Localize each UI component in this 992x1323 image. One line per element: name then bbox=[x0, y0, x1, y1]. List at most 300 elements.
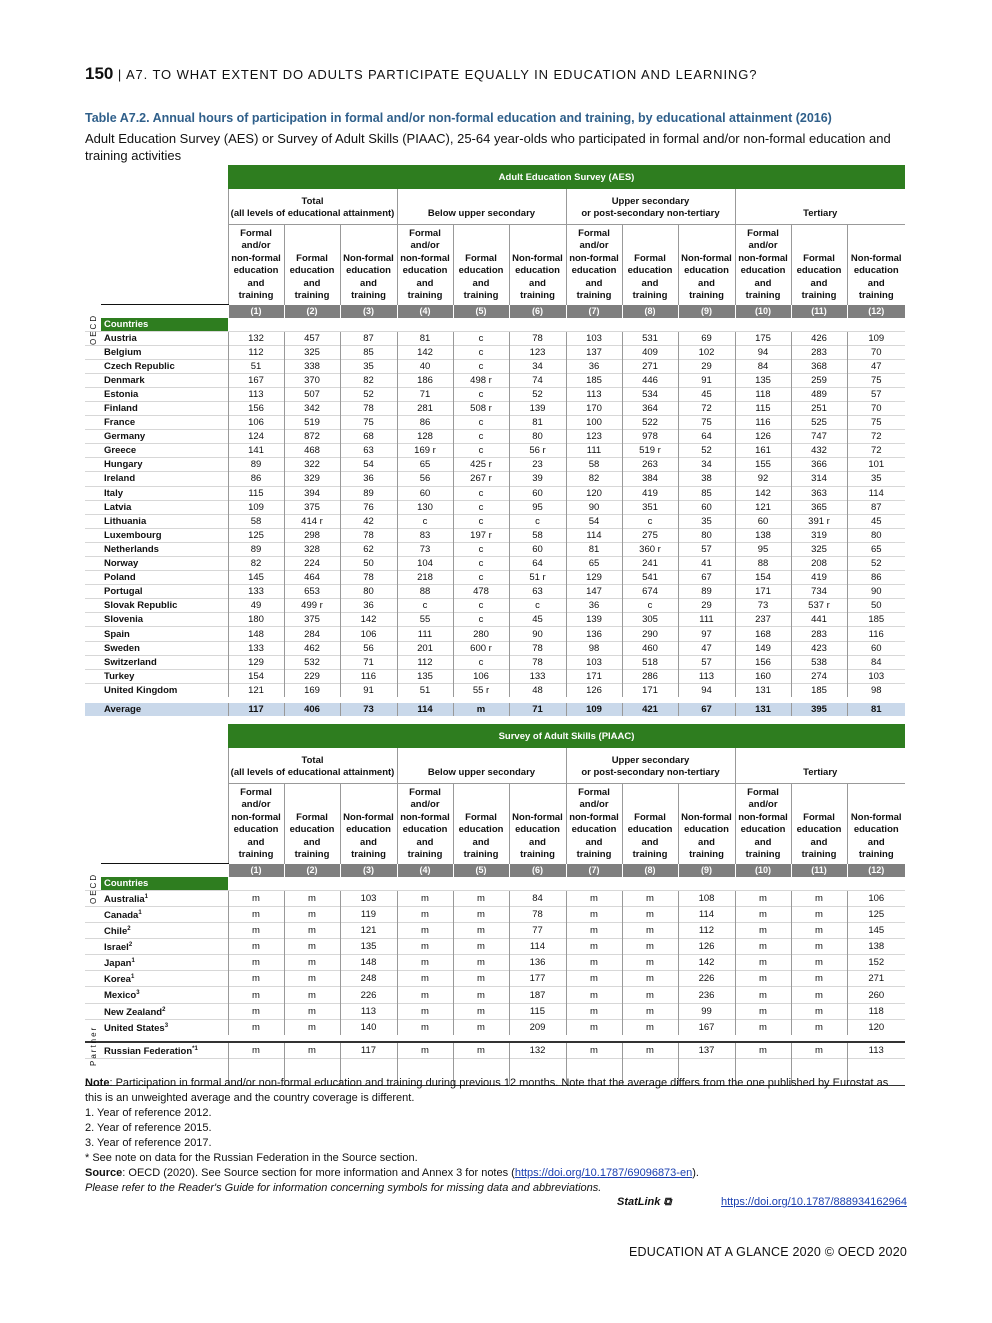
data-cell: 83 bbox=[397, 528, 453, 542]
country-name-text: Italy bbox=[104, 487, 124, 499]
data-cell: 148 bbox=[340, 955, 397, 971]
data-cell: 75 bbox=[847, 416, 905, 430]
group-line2: or post-secondary non-tertiary bbox=[581, 208, 720, 219]
data-cell: c bbox=[397, 599, 453, 613]
blank-cell bbox=[85, 458, 101, 472]
column-header-line: training bbox=[576, 849, 612, 861]
data-cell: 370 bbox=[284, 373, 340, 387]
country-name bbox=[101, 359, 228, 373]
subheader-row bbox=[85, 784, 905, 864]
data-cell: m bbox=[791, 987, 847, 1003]
column-header-line: and/or bbox=[579, 240, 609, 252]
blank-cell bbox=[101, 784, 228, 864]
column-header-line: Formal bbox=[465, 811, 497, 823]
table-row bbox=[85, 1003, 905, 1019]
footnote-marker: 3 bbox=[136, 990, 140, 997]
column-header-line: training bbox=[632, 290, 668, 302]
country-name bbox=[101, 599, 228, 613]
column-header-line: and bbox=[754, 836, 772, 848]
country-name-text: Korea bbox=[104, 974, 131, 986]
column-header-line: education bbox=[289, 824, 335, 836]
footnote-marker: 1 bbox=[144, 893, 148, 900]
data-cell: 50 bbox=[340, 557, 397, 571]
data-cell: c bbox=[453, 571, 509, 585]
data-cell: 137 bbox=[678, 1042, 735, 1059]
data-cell: c bbox=[509, 599, 566, 613]
data-cell: 84 bbox=[847, 655, 905, 669]
country-name bbox=[101, 486, 228, 500]
data-cell: 60 bbox=[509, 542, 566, 556]
column-header bbox=[228, 784, 284, 864]
data-cell: 283 bbox=[791, 627, 847, 641]
table-row bbox=[85, 890, 905, 906]
statlink-label: StatLink ⧉ bbox=[617, 1196, 672, 1208]
group-header bbox=[397, 189, 566, 225]
blank-cell bbox=[101, 165, 228, 189]
data-cell: 121 bbox=[228, 683, 284, 697]
page-number: 150 bbox=[85, 64, 114, 83]
column-header-line: training bbox=[294, 290, 330, 302]
group-header bbox=[566, 189, 735, 225]
table-row bbox=[85, 655, 905, 669]
column-header-line: Formal bbox=[803, 811, 835, 823]
table-row bbox=[85, 987, 905, 1003]
column-header-line: education bbox=[515, 265, 560, 277]
data-cell: 36 bbox=[340, 472, 397, 486]
data-cell: 421 bbox=[622, 702, 678, 716]
data-cell: 75 bbox=[340, 416, 397, 430]
country-name bbox=[101, 585, 228, 599]
column-header-line: Formal bbox=[747, 228, 779, 240]
data-cell: 112 bbox=[397, 655, 453, 669]
data-cell: 224 bbox=[284, 557, 340, 571]
country-name bbox=[101, 430, 228, 444]
country-name-text: Germany bbox=[104, 431, 146, 443]
data-cell: c bbox=[453, 655, 509, 669]
data-cell: m bbox=[284, 1019, 340, 1035]
data-cell: m bbox=[791, 1003, 847, 1019]
data-cell: 35 bbox=[340, 359, 397, 373]
data-cell: 92 bbox=[735, 472, 791, 486]
column-number: (5) bbox=[453, 305, 509, 318]
data-cell: 35 bbox=[847, 472, 905, 486]
data-cell: 78 bbox=[509, 906, 566, 922]
footnote-marker: 3 bbox=[164, 1022, 169, 1029]
data-cell: 38 bbox=[678, 472, 735, 486]
blank-cell bbox=[85, 472, 101, 486]
table-row bbox=[85, 627, 905, 641]
data-cell: 322 bbox=[284, 458, 340, 472]
column-header-line: Non-formal bbox=[343, 252, 394, 264]
column-header bbox=[566, 225, 622, 305]
data-cell: 197 r bbox=[453, 528, 509, 542]
data-cell: 441 bbox=[791, 613, 847, 627]
footnote-marker: 2 bbox=[127, 925, 131, 932]
data-cell: 457 bbox=[284, 331, 340, 345]
column-header-line: Formal bbox=[578, 228, 610, 240]
blank-cell bbox=[85, 416, 101, 430]
blank-cell bbox=[85, 748, 101, 784]
data-cell: 104 bbox=[397, 557, 453, 571]
country-name bbox=[101, 641, 228, 655]
data-cell: 154 bbox=[735, 571, 791, 585]
country-name bbox=[101, 345, 228, 359]
data-cell: 446 bbox=[622, 373, 678, 387]
data-cell: 478 bbox=[453, 585, 509, 599]
note-1: 1. Year of reference 2012. bbox=[85, 1107, 212, 1119]
data-cell: 365 bbox=[791, 500, 847, 514]
blank-cell bbox=[228, 318, 905, 332]
data-cell: 47 bbox=[678, 641, 735, 655]
data-cell: 426 bbox=[791, 331, 847, 345]
data-cell: 56 r bbox=[509, 444, 566, 458]
data-cell: 39 bbox=[509, 472, 566, 486]
column-header-line: education bbox=[458, 265, 504, 277]
blank-cell bbox=[101, 748, 228, 784]
country-name-text: Latvia bbox=[104, 501, 132, 513]
data-cell: 123 bbox=[509, 345, 566, 359]
country-name bbox=[101, 971, 228, 987]
column-header-line: non-formal bbox=[400, 252, 450, 264]
data-cell: 57 bbox=[678, 542, 735, 556]
data-cell: 519 bbox=[284, 416, 340, 430]
country-name-text: Japan bbox=[104, 958, 132, 970]
group-header bbox=[228, 748, 397, 784]
data-cell: 70 bbox=[847, 345, 905, 359]
country-name bbox=[101, 669, 228, 683]
band-row bbox=[85, 724, 905, 748]
data-cell: 468 bbox=[284, 444, 340, 458]
data-cell: 126 bbox=[566, 683, 622, 697]
column-header-line: education bbox=[796, 265, 842, 277]
data-cell: 375 bbox=[284, 613, 340, 627]
data-cell: 518 bbox=[622, 655, 678, 669]
data-cell: m bbox=[622, 987, 678, 1003]
data-cell: c bbox=[397, 514, 453, 528]
data-cell: 152 bbox=[847, 955, 905, 971]
country-name bbox=[101, 1019, 228, 1035]
data-cell: 142 bbox=[340, 613, 397, 627]
country-name bbox=[101, 401, 228, 415]
data-cell: 218 bbox=[397, 571, 453, 585]
data-cell: 133 bbox=[228, 641, 284, 655]
country-name-text: Greece bbox=[104, 445, 137, 457]
country-name-text: Mexico bbox=[104, 990, 137, 1002]
country-name bbox=[101, 1003, 228, 1019]
table-row bbox=[85, 1042, 905, 1059]
data-cell: 80 bbox=[340, 585, 397, 599]
data-cell: 138 bbox=[735, 528, 791, 542]
data-cell: 113 bbox=[228, 387, 284, 401]
data-cell: m bbox=[453, 1019, 509, 1035]
column-header bbox=[847, 784, 905, 864]
data-cell: 120 bbox=[566, 486, 622, 500]
data-cell: 56 bbox=[340, 641, 397, 655]
blank-cell bbox=[85, 500, 101, 514]
country-name-text: Slovenia bbox=[104, 614, 144, 626]
data-cell: m bbox=[622, 1003, 678, 1019]
data-cell: 36 bbox=[566, 359, 622, 373]
country-name bbox=[101, 331, 228, 345]
data-cell: 363 bbox=[791, 486, 847, 500]
data-cell: 133 bbox=[228, 585, 284, 599]
blank-cell bbox=[101, 225, 228, 305]
table-row bbox=[85, 1019, 905, 1035]
statlink-icon: ⧉ bbox=[663, 1196, 672, 1208]
data-cell: 364 bbox=[622, 401, 678, 415]
data-cell: 58 bbox=[228, 514, 284, 528]
blank-cell bbox=[101, 724, 228, 748]
blank-cell bbox=[85, 189, 101, 225]
table-row bbox=[85, 458, 905, 472]
column-header-line: Non-formal bbox=[343, 811, 394, 823]
oecd-label-aes: OECD bbox=[89, 313, 98, 345]
data-cell: m bbox=[566, 1042, 622, 1059]
data-cell: c bbox=[622, 599, 678, 613]
country-name-text: Estonia bbox=[104, 388, 139, 400]
column-header-line: education bbox=[796, 824, 842, 836]
data-cell: c bbox=[453, 500, 509, 514]
data-cell: 95 bbox=[735, 542, 791, 556]
country-name-text: Czech Republic bbox=[104, 360, 175, 372]
data-cell: 36 bbox=[566, 599, 622, 613]
group-header bbox=[566, 748, 735, 784]
data-cell: 57 bbox=[847, 387, 905, 401]
blank-cell bbox=[85, 683, 101, 697]
data-cell: 489 bbox=[791, 387, 847, 401]
data-cell: 305 bbox=[622, 613, 678, 627]
country-name bbox=[101, 683, 228, 697]
country-name bbox=[101, 571, 228, 585]
data-cell: m bbox=[228, 987, 284, 1003]
data-cell: 90 bbox=[566, 500, 622, 514]
column-number: (10) bbox=[735, 305, 791, 318]
data-cell: 319 bbox=[791, 528, 847, 542]
column-header-line: Formal bbox=[409, 787, 441, 799]
data-cell: 45 bbox=[509, 613, 566, 627]
data-cell: 419 bbox=[791, 571, 847, 585]
column-header-line: education bbox=[740, 824, 786, 836]
data-cell: m bbox=[791, 1019, 847, 1035]
data-cell: 85 bbox=[678, 486, 735, 500]
table-row bbox=[85, 641, 905, 655]
data-cell: 90 bbox=[509, 627, 566, 641]
data-cell: 77 bbox=[509, 922, 566, 938]
data-cell: 248 bbox=[340, 971, 397, 987]
column-number: (1) bbox=[228, 305, 284, 318]
column-header-line: training bbox=[463, 290, 499, 302]
column-number: (3) bbox=[340, 305, 397, 318]
table-row bbox=[85, 669, 905, 683]
data-cell: 29 bbox=[678, 359, 735, 373]
column-header-line: education bbox=[853, 265, 899, 277]
table-subtitle: Adult Education Survey (AES) or Survey of Adult Skills (PIAAC), 25-64 year-olds who participated in formal and/or non-formal education and training activities bbox=[85, 131, 891, 163]
data-cell: 51 r bbox=[509, 571, 566, 585]
data-cell: 156 bbox=[735, 655, 791, 669]
column-header-line: education bbox=[289, 265, 335, 277]
column-header bbox=[340, 784, 397, 864]
table-row bbox=[85, 906, 905, 922]
data-cell: m bbox=[228, 1042, 284, 1059]
data-cell: 73 bbox=[340, 702, 397, 716]
data-cell: m bbox=[284, 890, 340, 906]
data-cell: 86 bbox=[847, 571, 905, 585]
data-cell: 160 bbox=[735, 669, 791, 683]
group-line2: Below upper secondary bbox=[427, 767, 536, 778]
country-name-text: Ireland bbox=[104, 473, 136, 485]
column-header-line: and bbox=[698, 836, 715, 848]
source-link[interactable]: https://doi.org/10.1787/69096873-en bbox=[514, 1167, 693, 1179]
blank-cell bbox=[85, 387, 101, 401]
blank-cell bbox=[85, 613, 101, 627]
note-text: : Participation in formal and/or non-formal education and training during previous 12 months. Note that the average differs from the one published by Eurostat as this is an unweighted average and the country coverage is different. bbox=[85, 1077, 889, 1104]
country-name bbox=[101, 500, 228, 514]
data-cell: m bbox=[397, 1042, 453, 1059]
data-cell: 117 bbox=[228, 702, 284, 716]
column-header-line: training bbox=[238, 849, 274, 861]
column-header bbox=[340, 225, 397, 305]
data-cell: m bbox=[566, 890, 622, 906]
data-cell: 73 bbox=[397, 542, 453, 556]
column-header-line: training bbox=[520, 849, 555, 861]
statlink-url[interactable]: https://doi.org/10.1787/888934162964 bbox=[721, 1196, 907, 1208]
blank-cell bbox=[101, 305, 228, 318]
blank-cell bbox=[85, 627, 101, 641]
data-cell: 103 bbox=[566, 331, 622, 345]
footnote-marker: 2 bbox=[162, 1006, 166, 1013]
data-cell: m bbox=[397, 922, 453, 938]
blank-cell bbox=[85, 724, 101, 748]
data-cell: 101 bbox=[847, 458, 905, 472]
column-header-line: and bbox=[416, 277, 434, 289]
group-header bbox=[397, 748, 566, 784]
data-cell: 175 bbox=[735, 331, 791, 345]
data-cell: m bbox=[228, 971, 284, 987]
country-name bbox=[101, 542, 228, 556]
column-header bbox=[735, 225, 791, 305]
data-cell: 368 bbox=[791, 359, 847, 373]
table-row bbox=[85, 542, 905, 556]
group-line2: Below upper secondary bbox=[427, 208, 536, 219]
column-number: (9) bbox=[678, 305, 735, 318]
table-row bbox=[85, 472, 905, 486]
data-cell: 113 bbox=[847, 1042, 905, 1059]
column-header-line: and bbox=[585, 836, 603, 848]
data-cell: 419 bbox=[622, 486, 678, 500]
source bbox=[85, 1166, 907, 1181]
data-cell: m bbox=[228, 955, 284, 971]
data-cell: 58 bbox=[509, 528, 566, 542]
data-cell: 102 bbox=[678, 345, 735, 359]
column-number: (3) bbox=[340, 864, 397, 877]
group-line1: Total bbox=[301, 196, 324, 207]
country-name bbox=[101, 472, 228, 486]
data-cell: 275 bbox=[622, 528, 678, 542]
column-header bbox=[735, 784, 791, 864]
data-cell: m bbox=[228, 1003, 284, 1019]
column-header-line: training bbox=[801, 849, 837, 861]
table-row bbox=[85, 514, 905, 528]
data-cell: 55 bbox=[397, 613, 453, 627]
data-cell: 114 bbox=[566, 528, 622, 542]
data-cell: 114 bbox=[397, 702, 453, 716]
column-number-row bbox=[85, 864, 905, 877]
note-3: 3. Year of reference 2017. bbox=[85, 1137, 212, 1149]
data-cell: m bbox=[622, 1042, 678, 1059]
country-name-text: Australia bbox=[104, 893, 145, 905]
column-header-line: and bbox=[303, 836, 321, 848]
data-cell: 106 bbox=[340, 627, 397, 641]
data-cell: 111 bbox=[678, 613, 735, 627]
data-cell: 280 bbox=[453, 627, 509, 641]
data-cell: 91 bbox=[340, 683, 397, 697]
column-header bbox=[847, 225, 905, 305]
column-header-line: training bbox=[463, 849, 499, 861]
blank-cell bbox=[85, 486, 101, 500]
data-cell: 60 bbox=[847, 641, 905, 655]
group-line2: Tertiary bbox=[803, 767, 838, 778]
table-row bbox=[85, 401, 905, 415]
data-cell: m bbox=[284, 1003, 340, 1019]
data-cell: 135 bbox=[735, 373, 791, 387]
column-header-line: training bbox=[858, 849, 894, 861]
column-header bbox=[228, 225, 284, 305]
data-cell: 148 bbox=[228, 627, 284, 641]
data-cell: m bbox=[735, 971, 791, 987]
column-header-line: Formal bbox=[578, 787, 610, 799]
data-cell: m bbox=[397, 890, 453, 906]
blank-cell bbox=[85, 922, 101, 938]
data-cell: 149 bbox=[735, 641, 791, 655]
group-line1 bbox=[398, 755, 566, 767]
table-row bbox=[85, 613, 905, 627]
data-cell: 63 bbox=[509, 585, 566, 599]
data-cell: 89 bbox=[340, 486, 397, 500]
column-header-line: training bbox=[689, 290, 724, 302]
data-cell: 271 bbox=[847, 971, 905, 987]
data-cell: 34 bbox=[509, 359, 566, 373]
blank-cell bbox=[85, 557, 101, 571]
country-name-text: United States bbox=[104, 1022, 165, 1034]
column-header-line: Formal bbox=[803, 252, 835, 264]
column-header-line: and bbox=[529, 277, 546, 289]
data-cell: 978 bbox=[622, 430, 678, 444]
column-header bbox=[453, 225, 509, 305]
data-cell: 64 bbox=[678, 430, 735, 444]
data-cell: 76 bbox=[340, 500, 397, 514]
data-cell: 116 bbox=[735, 416, 791, 430]
column-header-line: Formal bbox=[240, 228, 272, 240]
aes-survey-title: Adult Education Survey (AES) bbox=[228, 165, 905, 189]
data-cell: 98 bbox=[566, 641, 622, 655]
data-cell: 129 bbox=[228, 655, 284, 669]
data-cell: 185 bbox=[566, 373, 622, 387]
column-header-line: Non-formal bbox=[681, 811, 732, 823]
group-line1: Upper secondary bbox=[611, 755, 690, 766]
data-cell: 133 bbox=[509, 669, 566, 683]
country-name bbox=[101, 458, 228, 472]
data-cell: 395 bbox=[791, 702, 847, 716]
data-cell: 72 bbox=[847, 430, 905, 444]
data-cell: 653 bbox=[284, 585, 340, 599]
table-row bbox=[85, 500, 905, 514]
data-cell: m bbox=[397, 1019, 453, 1035]
data-cell: c bbox=[453, 557, 509, 571]
data-cell: 111 bbox=[566, 444, 622, 458]
data-cell: 71 bbox=[509, 702, 566, 716]
data-cell: 87 bbox=[340, 331, 397, 345]
data-cell: 462 bbox=[284, 641, 340, 655]
